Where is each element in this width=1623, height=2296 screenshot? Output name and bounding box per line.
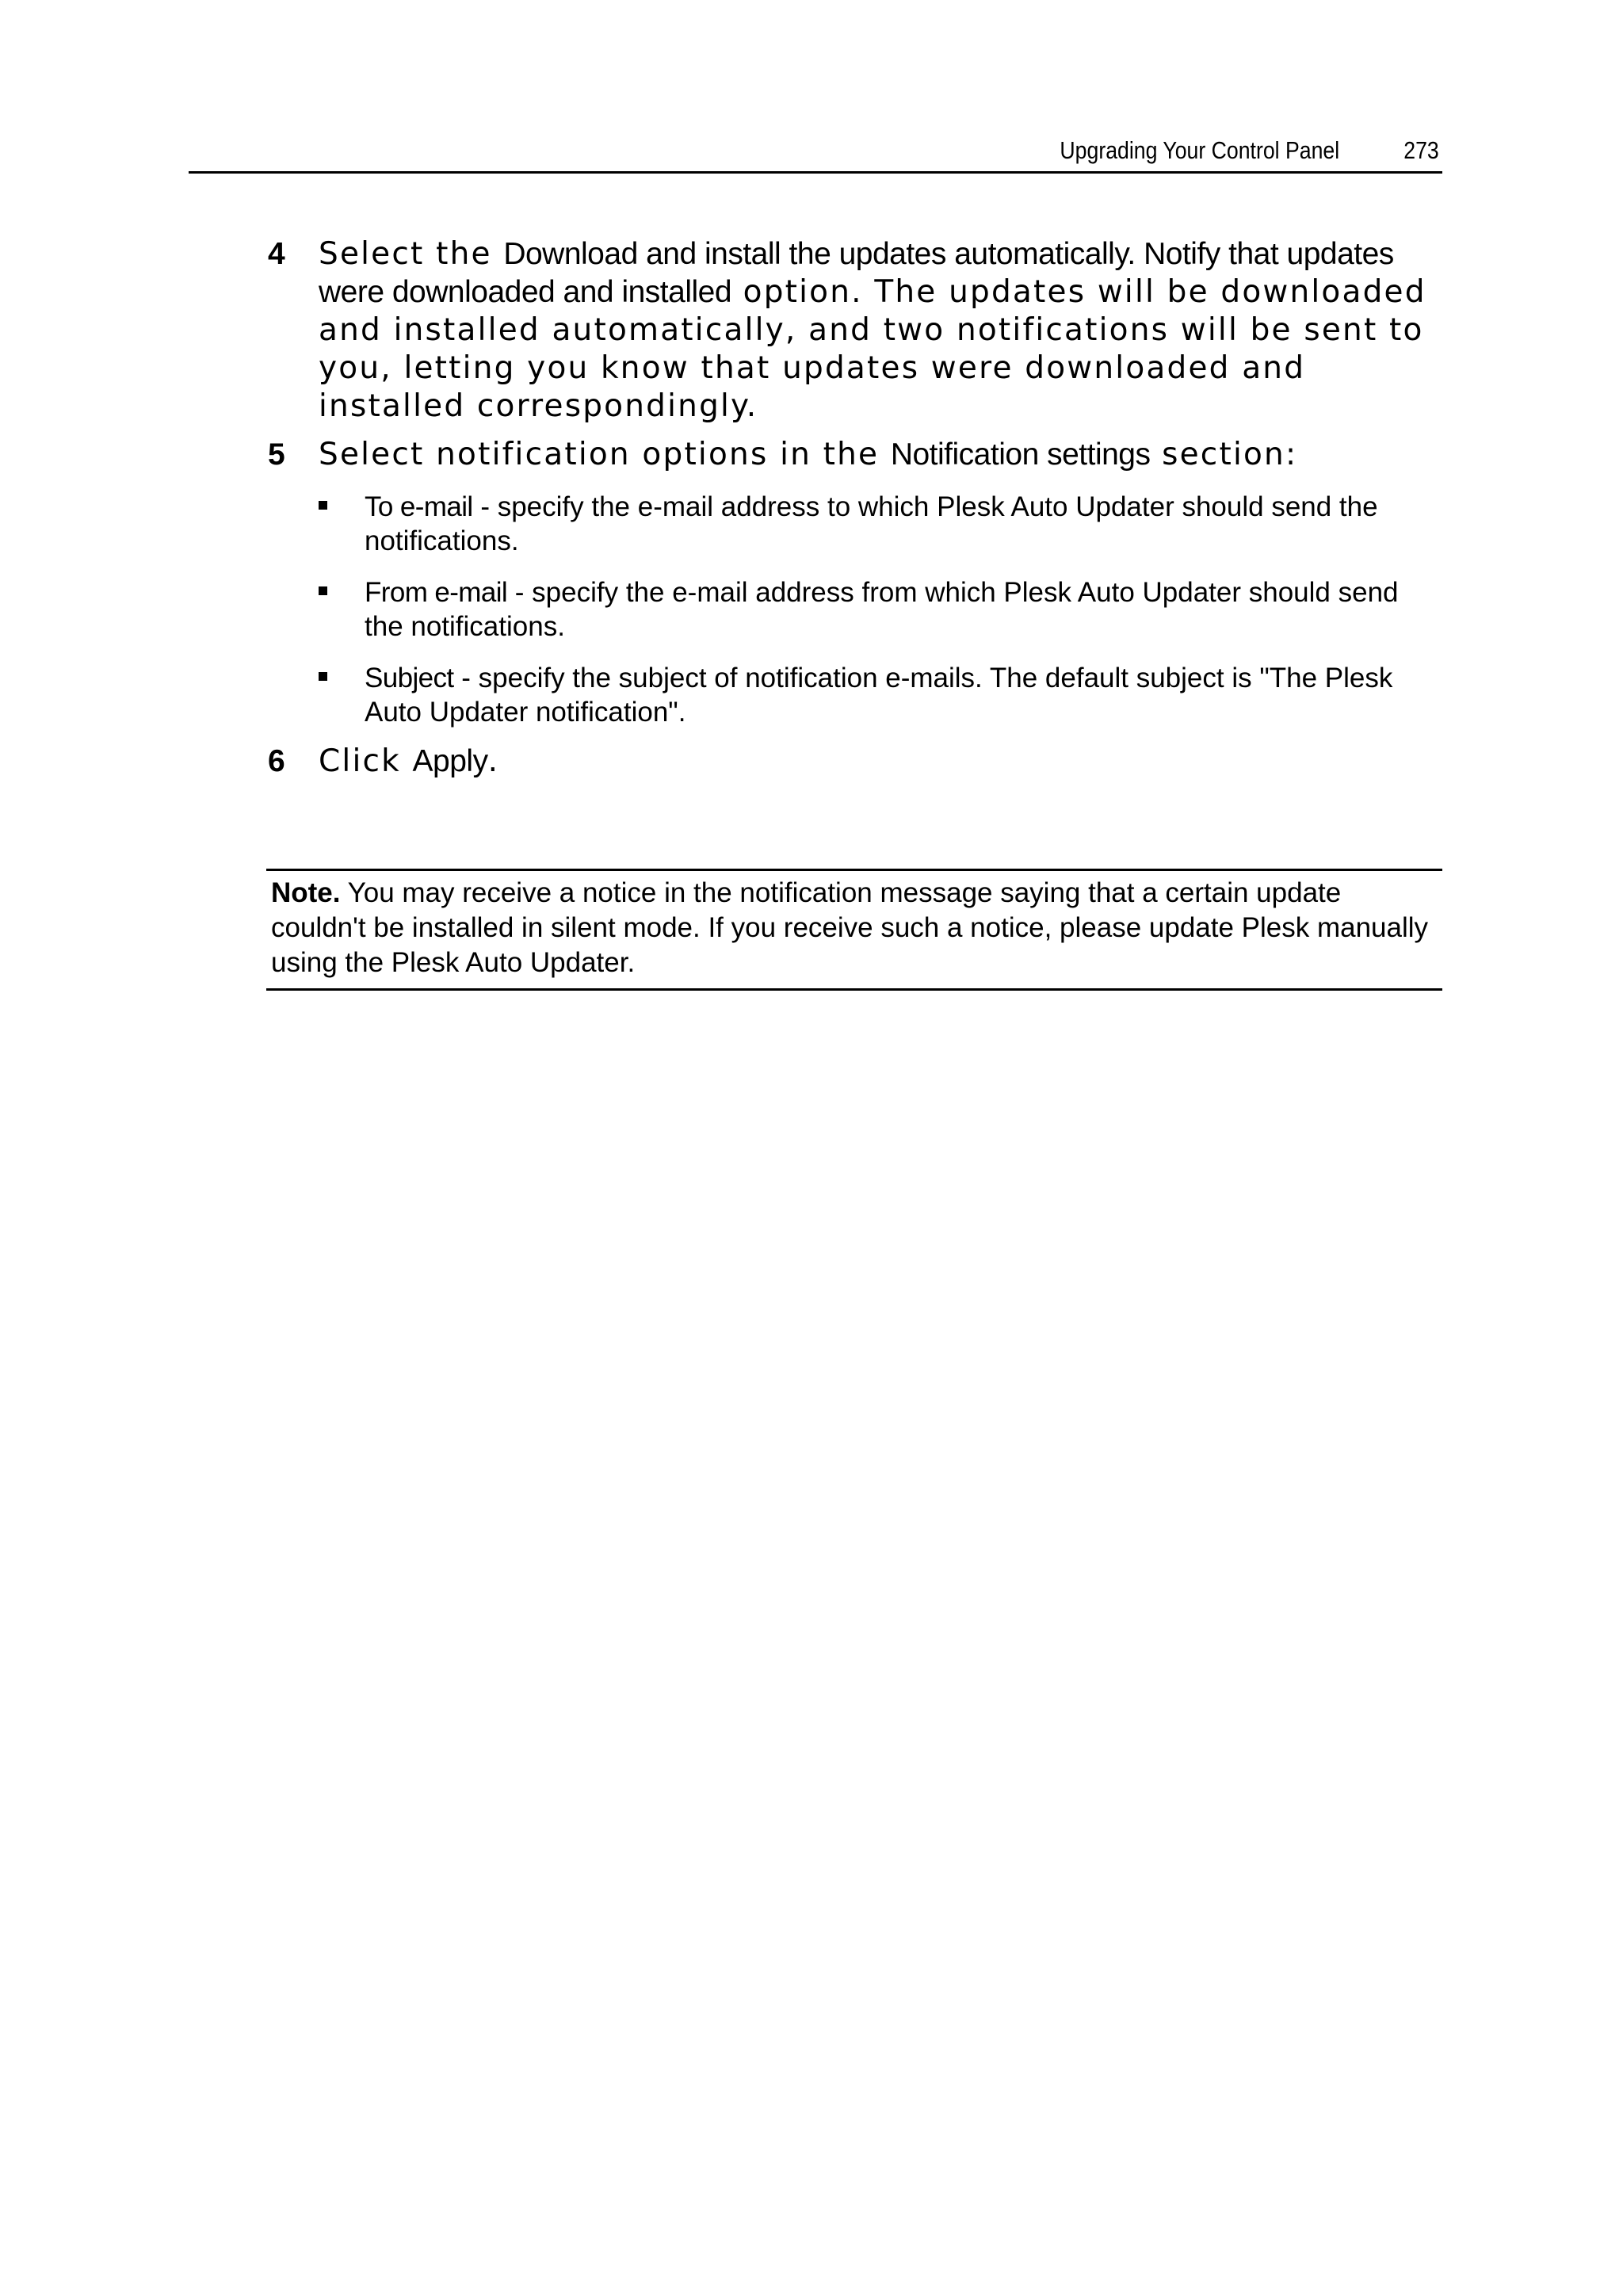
step-text	[319, 235, 1438, 426]
step-number: 5	[268, 437, 285, 472]
note-label: Note.	[271, 877, 341, 908]
step-text-before: Select the	[319, 236, 504, 272]
note-text: You may receive a notice in the notification message saying that a certain update couldn't be installed in silent mode. If you receive such a notice, please update Plesk manually using the Plesk Auto Updater.	[271, 877, 1429, 978]
section-label-notification-settings: Notification settings	[890, 437, 1151, 472]
step-4	[268, 235, 1457, 426]
page-number: 273	[1403, 136, 1439, 164]
field-description: - specify the subject of notification e-mails. The default subject is "The Plesk Auto Updater notification".	[365, 663, 1393, 728]
step-6	[268, 743, 1457, 781]
step-number: 6	[268, 744, 285, 778]
square-bullet-icon	[319, 672, 327, 681]
step-text-after: option. The updates will be downloaded and installed automatically, and two notifications will be sent to you, letting you know that updates were downloaded and installed correspondingly.	[319, 274, 1426, 424]
bullet-subject	[317, 661, 1442, 729]
field-name-subject: Subject	[365, 663, 454, 693]
running-header	[189, 133, 1442, 174]
button-label-apply: Apply	[412, 744, 488, 778]
option-label-download-and-install: Download and install the updates automatically. Notify that updates were downloaded and installed	[319, 237, 1394, 309]
square-bullet-icon	[319, 586, 327, 595]
step-text-after: .	[487, 743, 500, 779]
bullet-from-email	[317, 575, 1442, 644]
square-bullet-icon	[319, 501, 327, 510]
header-title: Upgrading Your Control Panel	[1060, 136, 1339, 164]
note-box	[266, 869, 1442, 991]
step-text	[319, 743, 1438, 781]
step-text-before: Select notification options in the	[319, 437, 891, 472]
step-number: 4	[268, 237, 285, 271]
step-text	[319, 436, 1438, 474]
step-text-after: section:	[1150, 437, 1298, 472]
field-description: - specify the e-mail address to which Plesk Auto Updater should send the notifications.	[365, 491, 1378, 556]
step-text-before: Click	[319, 743, 413, 779]
bullet-to-email	[317, 490, 1442, 558]
field-name-from-email: From e-mail	[365, 577, 508, 608]
step-5	[268, 436, 1457, 474]
field-description: - specify the e-mail address from which Plesk Auto Updater should send the notifications.	[365, 577, 1399, 642]
field-name-to-email: To e-mail	[365, 491, 473, 522]
